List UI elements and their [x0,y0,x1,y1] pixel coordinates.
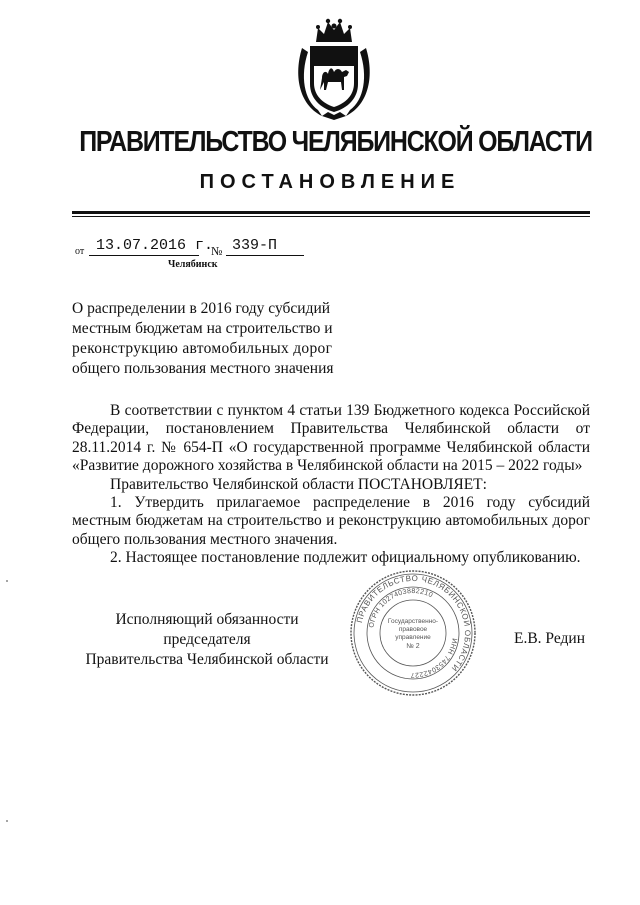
signer-position [72,610,342,670]
date-underline [89,255,199,256]
subject-line: общего пользования местного значения [72,360,334,377]
preamble-line: В соответствии с пунктом 4 статьи 139 Бюджетного кодекса Российской [110,402,590,419]
preamble-line: 28.11.2014 г. № 654-П «О государственной программе Челябинской области [72,438,590,456]
item2-line: 2. Настоящее постановление подлежит официальному опубликованию. [110,549,581,567]
item1-line: 1. Утвердить прилагаемое распределение в 2016 году субсидий [110,494,590,512]
header-rule-thick [72,211,590,214]
seal-inn: ИНН 7453042227 [410,637,458,679]
seal-center-text: № 2 [406,643,420,650]
coat-of-arms-icon [292,14,376,122]
scan-mark [6,580,8,582]
city-label: Челябинск [168,259,218,270]
item1-line: общего пользования местного значения. [72,530,338,548]
official-seal [348,568,478,698]
signer-position-line: Исполняющий обязанности председателя [115,611,299,648]
seal-center-text: управление [395,634,431,641]
number-prefix: № [211,244,223,258]
document-number: 339-П [232,237,278,254]
document-date: 13.07.2016 г. [96,237,214,254]
signer-position-line: Правительства Челябинской области [85,651,329,668]
subject-line: О распределении в 2016 году субсидий [72,300,331,317]
document-body [72,402,590,568]
seal-ring-text: ПРАВИТЕЛЬСТВО ЧЕЛЯБИНСКОЙ ОБЛАСТИ [355,573,473,674]
signer-name: Е.В. Редин [514,630,585,647]
seal-center-text: правовое [398,626,428,633]
preamble-line: «Развитие дорожного хозяйства в Челябинской области на 2015 – 2022 годы» [72,457,583,475]
document-subject [72,299,334,379]
seal-center-text: Государственно- [387,618,439,625]
item1-line: местным бюджетам на строительство и реконструкцию автомобильных дорог [72,512,590,530]
scan-mark [6,820,8,822]
date-prefix: от [75,246,85,257]
subject-line: реконструкцию автомобильных дорог [72,340,333,357]
number-underline [226,255,304,256]
seal-ogrn: ОГРН 1027403882210 [368,587,434,629]
government-title: ПРАВИТЕЛЬСТВО ЧЕЛЯБИНСКОЙ ОБЛАСТИ [79,126,592,158]
resolves-line: Правительство Челябинской области ПОСТАНОВЛЯЕТ: [110,475,487,493]
header-rule-thin [72,216,590,217]
preamble-line: Федерации, постановлением Правительства Челябинской области от [72,420,590,438]
document-type-title: ПОСТАНОВЛЕНИЕ [199,171,461,193]
subject-line: местным бюджетам на строительство и [72,320,333,337]
